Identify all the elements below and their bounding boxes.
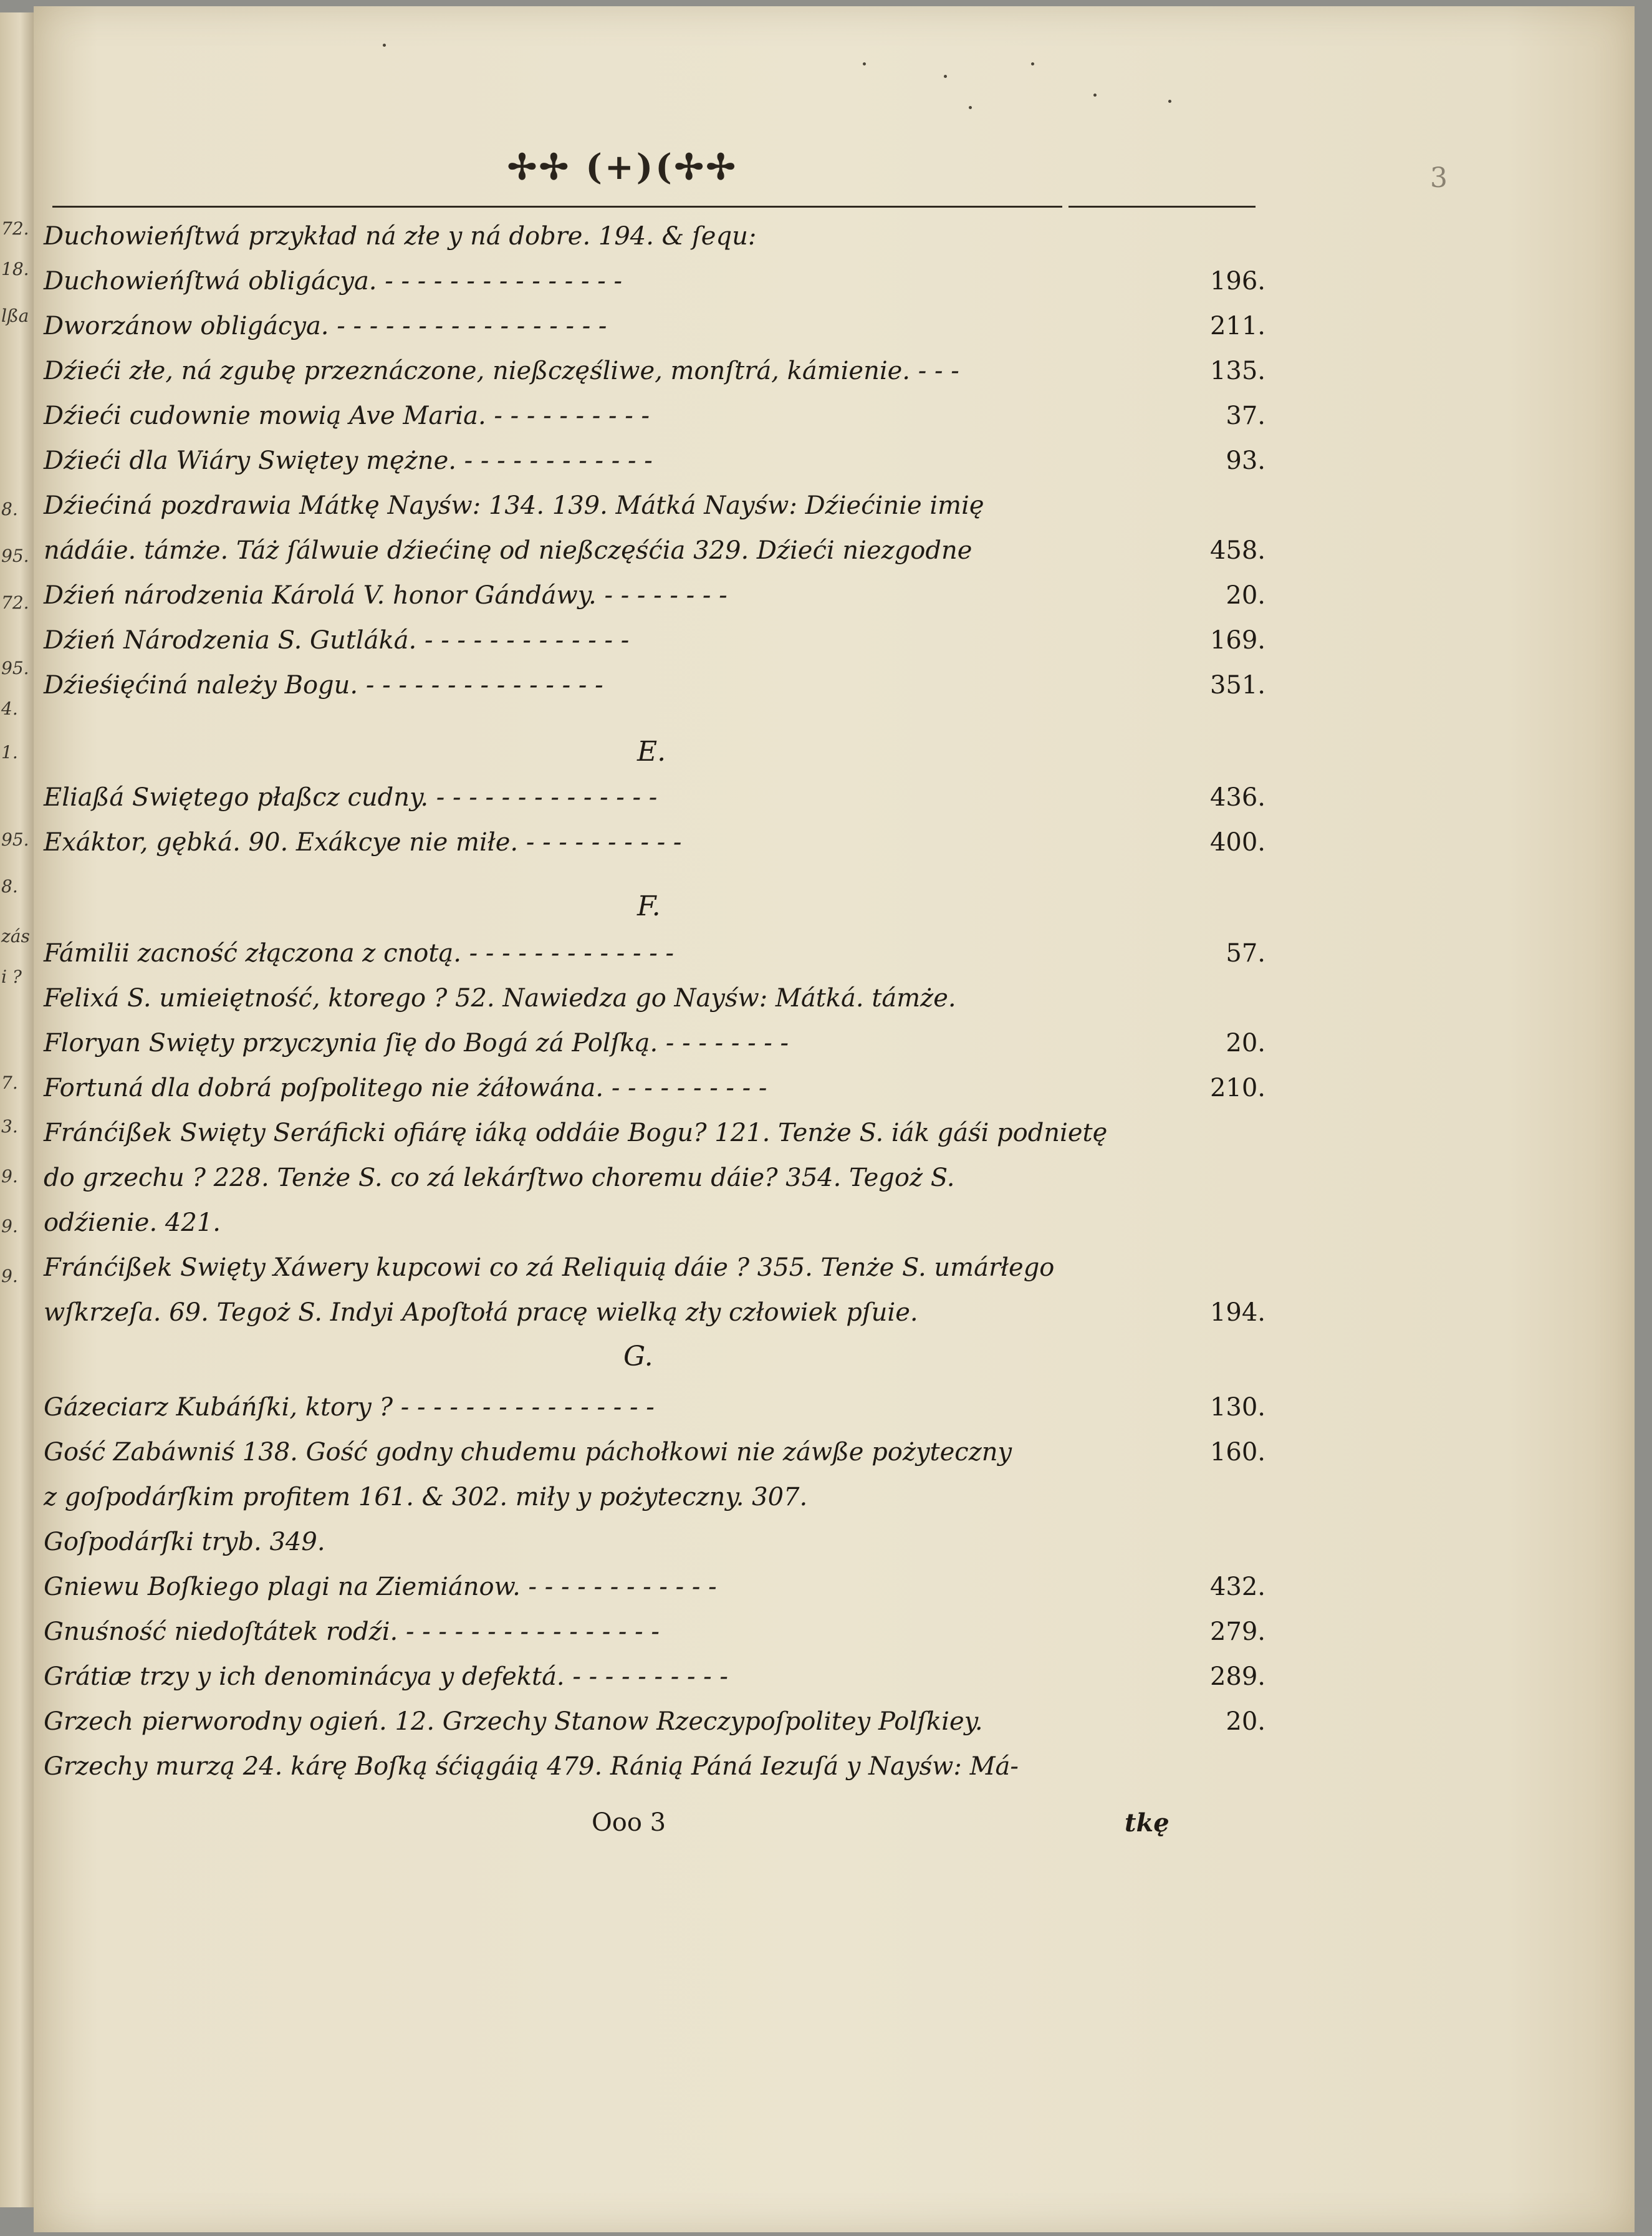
margin-fragment: lßa bbox=[1, 306, 29, 326]
index-entry: do grzechu ? 228. Tenże S. co zá lekárſtwo choremu dáie? 354. Tegoż S. bbox=[44, 1164, 955, 1192]
margin-fragment: 7. bbox=[1, 1072, 18, 1093]
index-entry: Fránćißek Swięty Xáwery kupcowi co zá Reliquią dáie ? 355. Tenże S. umárłego bbox=[44, 1253, 1055, 1282]
index-entry: Felixá S. umieiętność, ktorego ? 52. Nawiedza go Nayśw: Mátká. támże. bbox=[44, 984, 956, 1013]
index-entry: odźienie. 421. bbox=[44, 1208, 221, 1237]
index-entry: Gniewu Boſkiego plagi na Ziemiánow. - - - - - - - - - - - - 432. bbox=[44, 1573, 1265, 1601]
book-page bbox=[34, 6, 1635, 2232]
margin-fragment: 9. bbox=[1, 1216, 18, 1236]
index-entry: wſkrzeſa. 69. Tegoż S. Indyi Apoſtołá pracę wielką zły człowiek pſuie. 194. bbox=[44, 1298, 1265, 1327]
index-entry: Dźieći cudownie mowią Ave Maria. - - - - - - - - - - 37. bbox=[44, 402, 1265, 430]
index-entry: Dźieći dla Wiáry Swiętey mężne. - - - - - - - - - - - - 93. bbox=[44, 446, 1265, 475]
previous-page-edge bbox=[0, 12, 34, 2207]
index-entry: z goſpodárſkim profitem 161. & 302. miły y pożyteczny. 307. bbox=[44, 1483, 808, 1511]
margin-fragment: 95. bbox=[1, 658, 29, 678]
margin-fragment: 9. bbox=[1, 1266, 18, 1286]
index-entry: Gość Zabáwniś 138. Gość godny chudemu páchołkowi nie záwße pożyteczny 160. bbox=[44, 1438, 1265, 1467]
index-entry: Eliaßá Swiętego płaßcz cudny. - - - - - - - - - - - - - - 436. bbox=[44, 783, 1265, 812]
index-entry: Grzechy murzą 24. kárę Boſką śćiągáią 479. Ránią Páná Iezuſá y Nayśw: Má- bbox=[44, 1752, 1019, 1781]
index-entry: nádáie. támże. Táż ſálwuie dźiećinę od nießczęśćia 329. Dźieći niezgodne 458. bbox=[44, 536, 1265, 565]
index-entry: Dźieśięćiná należy Bogu. - - - - - - - - - - - - - - - 351. bbox=[44, 671, 1265, 700]
index-entry: Exáktor, gębká. 90. Exákcye nie miłe. - - - - - - - - - - 400. bbox=[44, 828, 1265, 857]
index-entry: Grzech pierworodny ogień. 12. Grzechy Stanow Rzeczypoſpolitey Polſkiey. 20. bbox=[44, 1707, 1265, 1736]
section-letter-e: E. bbox=[637, 736, 666, 768]
index-entry: Dźień Národzenia S. Gutláká. - - - - - - - - - - - - - 169. bbox=[44, 626, 1265, 655]
index-entry: Goſpodárſki tryb. 349. bbox=[44, 1528, 325, 1556]
index-entry: Fortuná dla dobrá poſpolitego nie żáłowána. - - - - - - - - - - 210. bbox=[44, 1074, 1265, 1102]
index-entry: Gázeciarz Kubáńſki, ktory ? - - - - - - - - - - - - - - - - 130. bbox=[44, 1393, 1265, 1422]
catchword: tkę bbox=[1125, 1808, 1169, 1838]
margin-fragment: 95. bbox=[1, 546, 29, 566]
margin-fragment: 1. bbox=[1, 742, 18, 763]
index-entry: Fránćißek Swięty Seráficki ofiárę iáką oddáie Bogu? 121. Tenże S. iák gáśi podnietę bbox=[44, 1119, 1108, 1147]
index-entry: Duchowieńſtwá przykład ná złe y ná dobre. 194. & ſequ: bbox=[44, 222, 757, 251]
running-header-ornament: ✢✢ (+)(✢✢ bbox=[507, 147, 738, 188]
margin-fragment: 9. bbox=[1, 1166, 18, 1187]
margin-fragment: 72. bbox=[1, 218, 29, 239]
handwritten-page-number: 3 bbox=[1430, 162, 1448, 194]
margin-fragment: 8. bbox=[1, 876, 18, 897]
margin-fragment: zás bbox=[1, 926, 30, 947]
margin-fragment: 4. bbox=[1, 698, 18, 719]
index-entry: Dźiećiná pozdrawia Mátkę Nayśw: 134. 139. Mátká Nayśw: Dźiećinie imię bbox=[44, 491, 984, 520]
margin-fragment: i ? bbox=[1, 966, 22, 987]
index-entry: Dźień národzenia Károlá V. honor Gándáwy. - - - - - - - - 20. bbox=[44, 581, 1265, 610]
section-letter-f: F. bbox=[637, 890, 661, 922]
index-entry: Dźieći złe, ná zgubę przeznáczone, nießczęśliwe, monſtrá, kámienie. - - - 135. bbox=[44, 357, 1265, 385]
signature-mark: Ooo 3 bbox=[592, 1808, 666, 1837]
index-entry: Floryan Swięty przyczynia ſię do Bogá zá Polſką. - - - - - - - - 20. bbox=[44, 1029, 1265, 1058]
index-entry: Duchowieńſtwá obligácya. - - - - - - - - - - - - - - - 196. bbox=[44, 267, 1265, 296]
index-entry: Fámilii zacność złączona z cnotą. - - - - - - - - - - - - - 57. bbox=[44, 939, 1265, 968]
margin-fragment: 72. bbox=[1, 592, 29, 613]
index-entry: Dworzánow obligácya. - - - - - - - - - - - - - - - - - 211. bbox=[44, 312, 1265, 340]
margin-fragment: 95. bbox=[1, 829, 29, 850]
index-entry: Grátiæ trzy y ich denominácya y defektá. - - - - - - - - - - 289. bbox=[44, 1662, 1265, 1691]
margin-fragment: 8. bbox=[1, 499, 18, 519]
section-letter-g: G. bbox=[623, 1341, 653, 1372]
margin-fragment: 18. bbox=[1, 259, 29, 279]
index-entry: Gnuśność niedoſtátek rodźi. - - - - - - - - - - - - - - - - 279. bbox=[44, 1617, 1265, 1646]
margin-fragment: 3. bbox=[1, 1116, 18, 1137]
